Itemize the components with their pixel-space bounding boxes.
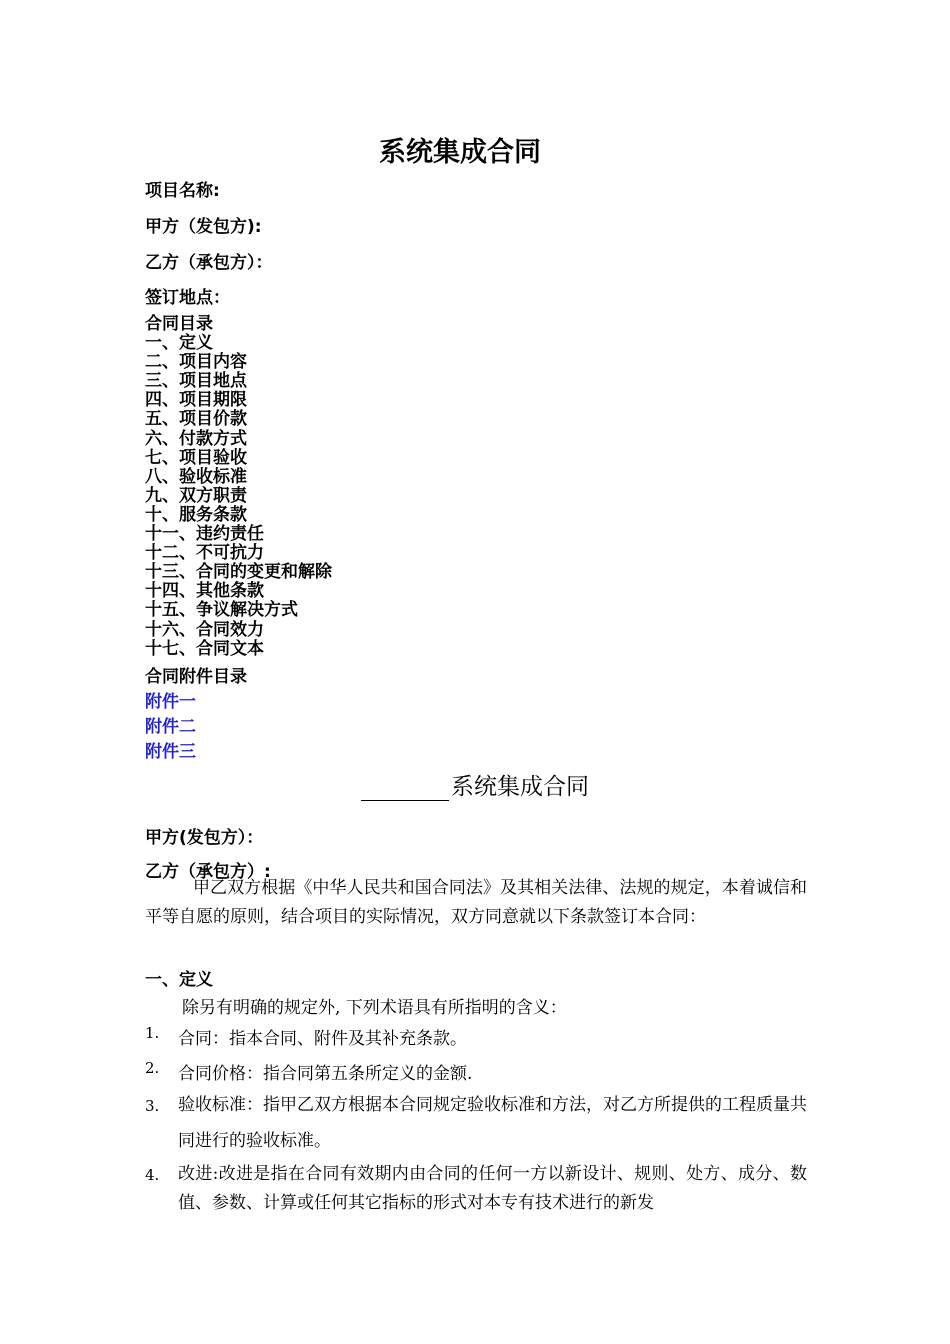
toc-item[interactable]: 十一、违约责任 — [145, 524, 264, 545]
toc-item[interactable]: 十五、争议解决方式 — [145, 600, 298, 621]
definition-number: 3. — [145, 1097, 160, 1115]
toc-item[interactable]: 十、服务条款 — [145, 504, 247, 525]
definition-text: 改进:改进是指在合同有效期内由合同的任何一方以新设计、规则、处方、成分、数值、参数、计算或任何其它指标的形式对本专有技术进行的新发 — [178, 1164, 807, 1213]
definition-text: 合同价格：指合同第五条所定义的金额. — [178, 1064, 473, 1084]
contract-title-text: 系统集成合同 — [451, 774, 589, 800]
table-of-contents — [145, 315, 332, 659]
contract-title — [0, 768, 950, 801]
title-blank-underline — [361, 778, 449, 801]
project-name-label: 项目名称: — [145, 181, 220, 201]
toc-item[interactable]: 七、项目验收 — [145, 447, 247, 468]
attachment-link-2[interactable]: 附件二 — [145, 717, 196, 737]
definition-text: 验收标准：指甲乙双方根据本合同规定验收标准和方法，对乙方所提供的工程质量共同进行的验收标准。 — [178, 1095, 807, 1151]
toc-item[interactable]: 四、项目期限 — [145, 390, 247, 411]
attachments-heading: 合同附件目录 — [145, 667, 247, 687]
attachment-link-1[interactable]: 附件一 — [145, 692, 196, 712]
attachment-link-3[interactable]: 附件三 — [145, 742, 196, 762]
toc-item[interactable]: 六、付款方式 — [145, 428, 247, 449]
toc-heading: 合同目录 — [145, 314, 213, 334]
toc-item[interactable]: 三、项目地点 — [145, 371, 247, 392]
contract-party-b: 乙方（承包方）: — [145, 862, 271, 882]
document-title: 系统集成合同 — [379, 137, 541, 168]
definition-number: 2. — [145, 1059, 160, 1077]
toc-item[interactable]: 十二、不可抗力 — [145, 543, 264, 564]
toc-item[interactable]: 十四、其他条款 — [145, 581, 264, 602]
toc-item[interactable]: 一、定义 — [145, 333, 213, 354]
toc-item[interactable]: 二、项目内容 — [145, 352, 247, 373]
preamble-paragraph: 甲乙双方根据《中华人民共和国合同法》及其相关法律、法规的规定，本着诚信和平等自愿的原则，结合项目的实际情况，双方同意就以下条款签订本合同： — [145, 878, 807, 927]
section-1-heading: 一、定义 — [145, 970, 213, 990]
toc-item[interactable]: 十七、合同文本 — [145, 638, 264, 659]
toc-item[interactable]: 十三、合同的变更和解除 — [145, 562, 332, 583]
definition-number: 1. — [145, 1024, 160, 1042]
toc-item[interactable]: 五、项目价款 — [145, 409, 247, 430]
toc-item[interactable]: 八、验收标准 — [145, 466, 247, 487]
contract-party-a: 甲方(发包方）： — [145, 828, 264, 848]
toc-item[interactable]: 九、双方职责 — [145, 485, 247, 506]
party-b-label: 乙方（承包方）： — [145, 253, 273, 273]
definition-number: 4. — [145, 1166, 160, 1184]
sign-place-label: 签订地点： — [145, 288, 230, 308]
section-1-intro: 除另有明确的规定外, 下列术语具有所指明的含义： — [182, 998, 567, 1018]
party-a-label: 甲方（发包方): — [145, 217, 262, 237]
toc-item[interactable]: 十六、合同效力 — [145, 619, 264, 640]
definition-text: 合同：指本合同、附件及其补充条款。 — [178, 1029, 467, 1049]
